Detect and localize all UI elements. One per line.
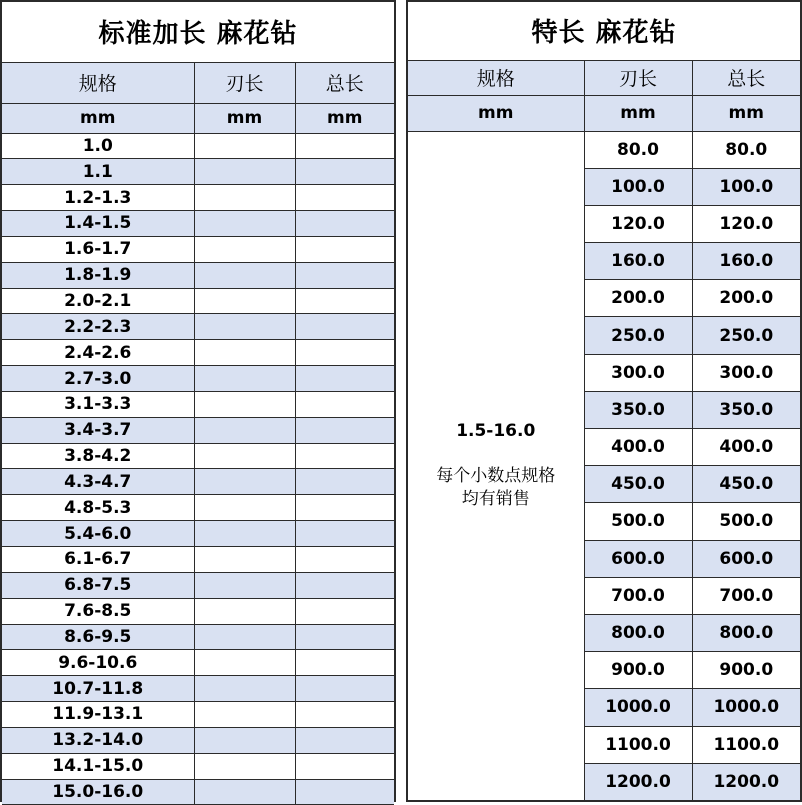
blade-length-cell: 100.0 <box>584 168 692 205</box>
blade-length-cell <box>194 236 295 262</box>
std-header-total-length: 总长 <box>295 62 394 103</box>
blade-length-cell: 350.0 <box>584 391 692 428</box>
table-row <box>2 262 394 288</box>
blade-length-cell <box>194 702 295 728</box>
blade-length-cell <box>194 676 295 702</box>
total-length-cell <box>295 624 394 650</box>
table-row <box>2 624 394 650</box>
table-row <box>2 650 394 676</box>
table-row <box>2 547 394 573</box>
table-row <box>2 598 394 624</box>
blade-length-cell <box>194 288 295 314</box>
total-length-cell: 80.0 <box>692 131 800 168</box>
table-row <box>2 236 394 262</box>
table-row <box>2 185 394 211</box>
extra-long-drill-table-panel <box>406 0 802 802</box>
table-row <box>2 753 394 779</box>
spec-cell: 10.7-11.8 <box>2 676 194 702</box>
total-length-cell <box>295 211 394 237</box>
blade-length-cell <box>194 572 295 598</box>
table-row <box>2 676 394 702</box>
spec-cell: 8.6-9.5 <box>2 624 194 650</box>
blade-length-cell <box>194 779 295 805</box>
spec-cell: 6.8-7.5 <box>2 572 194 598</box>
total-length-cell: 400.0 <box>692 429 800 466</box>
total-length-cell <box>295 676 394 702</box>
total-length-cell <box>295 753 394 779</box>
std-unit-total-length: mm <box>295 103 394 133</box>
total-length-cell: 600.0 <box>692 540 800 577</box>
blade-length-cell <box>194 547 295 573</box>
spec-cell: 1.1 <box>2 159 194 185</box>
std-header-spec: 规格 <box>2 62 194 103</box>
table-row <box>2 159 394 185</box>
std-unit-spec: mm <box>2 103 194 133</box>
spec-cell: 2.4-2.6 <box>2 340 194 366</box>
table-row <box>2 727 394 753</box>
blade-length-cell: 1100.0 <box>584 726 692 763</box>
blade-length-cell: 250.0 <box>584 317 692 354</box>
spec-cell: 1.6-1.7 <box>2 236 194 262</box>
blade-length-cell <box>194 727 295 753</box>
blade-length-cell: 450.0 <box>584 466 692 503</box>
table-row <box>2 391 394 417</box>
blade-length-cell <box>194 495 295 521</box>
total-length-cell: 120.0 <box>692 205 800 242</box>
total-length-cell: 160.0 <box>692 243 800 280</box>
blade-length-cell <box>194 185 295 211</box>
extra-long-table-title: 特长 麻花钻 <box>408 2 800 60</box>
table-row <box>2 133 394 159</box>
blade-length-cell: 120.0 <box>584 205 692 242</box>
blade-length-cell: 600.0 <box>584 540 692 577</box>
blade-length-cell <box>194 469 295 495</box>
std-unit-blade-length: mm <box>194 103 295 133</box>
blade-length-cell <box>194 753 295 779</box>
total-length-cell <box>295 366 394 392</box>
total-length-cell <box>295 340 394 366</box>
total-length-cell <box>295 133 394 159</box>
blade-length-cell <box>194 624 295 650</box>
spec-cell: 2.0-2.1 <box>2 288 194 314</box>
blade-length-cell: 700.0 <box>584 577 692 614</box>
total-length-cell <box>295 779 394 805</box>
spec-cell: 1.4-1.5 <box>2 211 194 237</box>
table-row <box>2 495 394 521</box>
spec-cell: 3.8-4.2 <box>2 443 194 469</box>
blade-length-cell: 1200.0 <box>584 763 692 800</box>
table-row <box>2 417 394 443</box>
spec-cell: 1.8-1.9 <box>2 262 194 288</box>
spec-cell: 14.1-15.0 <box>2 753 194 779</box>
total-length-cell: 200.0 <box>692 280 800 317</box>
table-row <box>2 314 394 340</box>
blade-length-cell <box>194 340 295 366</box>
spec-cell: 1.2-1.3 <box>2 185 194 211</box>
total-length-cell: 450.0 <box>692 466 800 503</box>
blade-length-cell: 500.0 <box>584 503 692 540</box>
std-header-blade-length: 刃长 <box>194 62 295 103</box>
spec-cell: 4.8-5.3 <box>2 495 194 521</box>
xl-header-spec: 规格 <box>408 60 584 95</box>
spec-cell: 4.3-4.7 <box>2 469 194 495</box>
extra-long-drill-table <box>408 2 800 801</box>
spec-cell: 13.2-14.0 <box>2 727 194 753</box>
total-length-cell: 500.0 <box>692 503 800 540</box>
blade-length-cell: 800.0 <box>584 614 692 651</box>
total-length-cell: 700.0 <box>692 577 800 614</box>
blade-length-cell <box>194 133 295 159</box>
total-length-cell <box>295 314 394 340</box>
total-length-cell: 900.0 <box>692 652 800 689</box>
total-length-cell <box>295 159 394 185</box>
table-row <box>2 443 394 469</box>
spec-note <box>408 465 584 511</box>
spec-cell: 6.1-6.7 <box>2 547 194 573</box>
total-length-cell <box>295 727 394 753</box>
total-length-cell <box>295 702 394 728</box>
total-length-cell: 1200.0 <box>692 763 800 800</box>
standard-drill-table-panel <box>0 0 396 802</box>
xl-header-blade-length: 刃长 <box>584 60 692 95</box>
table-row <box>2 340 394 366</box>
spec-cell: 11.9-13.1 <box>2 702 194 728</box>
merged-spec-cell <box>408 131 584 800</box>
blade-length-cell: 1000.0 <box>584 689 692 726</box>
spec-range: 1.5-16.0 <box>456 420 536 441</box>
total-length-cell <box>295 469 394 495</box>
table-row <box>2 702 394 728</box>
table-row <box>2 211 394 237</box>
total-length-cell <box>295 185 394 211</box>
blade-length-cell <box>194 598 295 624</box>
spec-cell: 9.6-10.6 <box>2 650 194 676</box>
total-length-cell <box>295 598 394 624</box>
total-length-cell <box>295 236 394 262</box>
blade-length-cell <box>194 391 295 417</box>
blade-length-cell <box>194 262 295 288</box>
xl-unit-blade-length: mm <box>584 95 692 131</box>
spec-cell: 3.4-3.7 <box>2 417 194 443</box>
total-length-cell: 100.0 <box>692 168 800 205</box>
table-row <box>2 469 394 495</box>
total-length-cell <box>295 547 394 573</box>
blade-length-cell <box>194 521 295 547</box>
table-row <box>2 521 394 547</box>
xl-header-total-length: 总长 <box>692 60 800 95</box>
standard-drill-table <box>2 2 394 805</box>
total-length-cell <box>295 417 394 443</box>
standard-table-title: 标准加长 麻花钻 <box>2 2 394 62</box>
spec-cell: 5.4-6.0 <box>2 521 194 547</box>
total-length-cell: 1100.0 <box>692 726 800 763</box>
total-length-cell: 250.0 <box>692 317 800 354</box>
blade-length-cell <box>194 366 295 392</box>
spec-note-line-1: 每个小数点规格 <box>436 465 556 486</box>
total-length-cell: 1000.0 <box>692 689 800 726</box>
blade-length-cell: 80.0 <box>584 131 692 168</box>
total-length-cell <box>295 495 394 521</box>
table-row <box>2 572 394 598</box>
blade-length-cell: 400.0 <box>584 429 692 466</box>
total-length-cell <box>295 572 394 598</box>
total-length-cell <box>295 288 394 314</box>
spec-cell: 2.2-2.3 <box>2 314 194 340</box>
table-row <box>408 131 800 168</box>
xl-unit-total-length: mm <box>692 95 800 131</box>
spec-cell: 3.1-3.3 <box>2 391 194 417</box>
total-length-cell <box>295 521 394 547</box>
blade-length-cell: 200.0 <box>584 280 692 317</box>
blade-length-cell <box>194 159 295 185</box>
total-length-cell <box>295 443 394 469</box>
total-length-cell <box>295 262 394 288</box>
blade-length-cell <box>194 650 295 676</box>
spec-cell: 15.0-16.0 <box>2 779 194 805</box>
blade-length-cell: 900.0 <box>584 652 692 689</box>
blade-length-cell <box>194 211 295 237</box>
blade-length-cell: 160.0 <box>584 243 692 280</box>
blade-length-cell <box>194 443 295 469</box>
total-length-cell: 300.0 <box>692 354 800 391</box>
table-row <box>2 288 394 314</box>
spec-cell: 7.6-8.5 <box>2 598 194 624</box>
blade-length-cell <box>194 417 295 443</box>
xl-unit-spec: mm <box>408 95 584 131</box>
total-length-cell: 800.0 <box>692 614 800 651</box>
blade-length-cell: 300.0 <box>584 354 692 391</box>
total-length-cell <box>295 650 394 676</box>
spec-note-line-2: 均有销售 <box>461 488 530 509</box>
total-length-cell: 350.0 <box>692 391 800 428</box>
total-length-cell <box>295 391 394 417</box>
table-row <box>2 779 394 805</box>
spec-cell: 2.7-3.0 <box>2 366 194 392</box>
blade-length-cell <box>194 314 295 340</box>
table-row <box>2 366 394 392</box>
spec-cell: 1.0 <box>2 133 194 159</box>
